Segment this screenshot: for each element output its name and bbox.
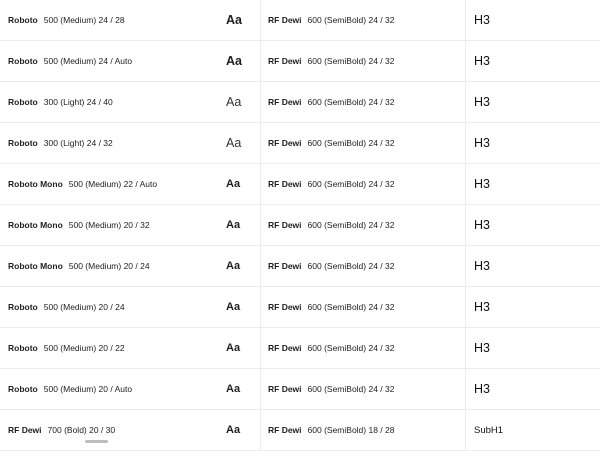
horizontal-scrollbar[interactable] [85, 440, 108, 443]
target-font-family: RF Dewi [268, 138, 302, 148]
table-row[interactable] [0, 205, 600, 246]
token-name: H3 [474, 218, 490, 232]
source-style-cell [8, 246, 150, 286]
token-name: H3 [474, 13, 490, 27]
font-preview: Aa [226, 136, 242, 150]
target-style-cell [268, 205, 394, 245]
source-style-cell [8, 369, 132, 409]
source-font-spec: 500 (Medium) 20 / 32 [68, 220, 150, 230]
target-style-cell [268, 328, 394, 368]
source-font-family: Roboto Mono [8, 179, 63, 189]
source-font-family: Roboto [8, 56, 38, 66]
token-name: H3 [474, 54, 490, 68]
target-font-spec: 600 (SemiBold) 24 / 32 [307, 261, 395, 271]
font-preview: Aa [226, 95, 242, 109]
target-font-family: RF Dewi [268, 97, 302, 107]
source-font-family: Roboto [8, 302, 38, 312]
table-row[interactable] [0, 82, 600, 123]
table-row[interactable] [0, 123, 600, 164]
token-name: H3 [474, 382, 490, 396]
target-style-cell [268, 410, 394, 450]
target-font-family: RF Dewi [268, 179, 302, 189]
token-name: H3 [474, 341, 490, 355]
target-font-family: RF Dewi [268, 220, 302, 230]
font-preview: Aa [226, 219, 241, 231]
source-style-cell [8, 410, 115, 450]
source-font-spec: 500 (Medium) 24 / 28 [43, 15, 125, 25]
source-font-spec: 500 (Medium) 20 / 22 [43, 343, 125, 353]
target-style-cell [268, 123, 394, 163]
source-style-cell [8, 41, 132, 81]
font-preview: Aa [226, 383, 241, 395]
source-font-family: Roboto [8, 138, 38, 148]
target-font-family: RF Dewi [268, 15, 302, 25]
target-font-family: RF Dewi [268, 425, 302, 435]
target-font-spec: 600 (SemiBold) 24 / 32 [307, 302, 395, 312]
target-font-spec: 600 (SemiBold) 24 / 32 [307, 97, 395, 107]
source-font-family: Roboto [8, 343, 38, 353]
source-font-spec: 500 (Medium) 20 / Auto [43, 384, 133, 394]
target-style-cell [268, 41, 394, 81]
token-name: H3 [474, 95, 490, 109]
table-row[interactable] [0, 328, 600, 369]
font-preview: Aa [226, 13, 242, 27]
font-preview: Aa [226, 260, 241, 272]
table-row[interactable] [0, 41, 600, 82]
target-font-spec: 600 (SemiBold) 24 / 32 [307, 384, 395, 394]
font-preview: Aa [226, 342, 241, 354]
target-style-cell [268, 287, 394, 327]
source-font-family: Roboto [8, 97, 38, 107]
source-font-spec: 500 (Medium) 20 / 24 [43, 302, 125, 312]
font-preview: Aa [226, 424, 241, 436]
table-row[interactable] [0, 246, 600, 287]
source-style-cell [8, 164, 157, 204]
source-font-family: Roboto Mono [8, 220, 63, 230]
target-font-family: RF Dewi [268, 343, 302, 353]
token-name: H3 [474, 177, 490, 191]
target-font-spec: 600 (SemiBold) 24 / 32 [307, 15, 395, 25]
source-font-family: RF Dewi [8, 425, 42, 435]
token-name: H3 [474, 300, 490, 314]
source-style-cell [8, 123, 113, 163]
source-font-family: Roboto Mono [8, 261, 63, 271]
source-font-spec: 500 (Medium) 24 / Auto [43, 56, 133, 66]
target-style-cell [268, 82, 394, 122]
target-font-spec: 600 (SemiBold) 24 / 32 [307, 343, 395, 353]
target-font-spec: 600 (SemiBold) 24 / 32 [307, 56, 395, 66]
token-name: H3 [474, 136, 490, 150]
source-font-spec: 300 (Light) 24 / 32 [43, 138, 113, 148]
table-row[interactable] [0, 410, 600, 451]
source-font-spec: 300 (Light) 24 / 40 [43, 97, 113, 107]
table-row[interactable] [0, 164, 600, 205]
font-preview: Aa [226, 54, 242, 68]
target-font-spec: 600 (SemiBold) 24 / 32 [307, 220, 395, 230]
token-name: H3 [474, 259, 490, 273]
source-font-family: Roboto [8, 384, 38, 394]
target-style-cell [268, 369, 394, 409]
table-row[interactable] [0, 287, 600, 328]
source-style-cell [8, 287, 125, 327]
target-font-family: RF Dewi [268, 384, 302, 394]
target-font-family: RF Dewi [268, 302, 302, 312]
font-preview: Aa [226, 178, 241, 190]
target-style-cell [268, 0, 394, 40]
token-name: SubH1 [474, 424, 504, 436]
source-font-spec: 700 (Bold) 20 / 30 [47, 425, 116, 435]
target-font-spec: 600 (SemiBold) 24 / 32 [307, 179, 395, 189]
source-font-spec: 500 (Medium) 20 / 24 [68, 261, 150, 271]
table-row[interactable] [0, 369, 600, 410]
target-style-cell [268, 164, 394, 204]
source-style-cell [8, 82, 113, 122]
source-style-cell [8, 0, 125, 40]
target-style-cell [268, 246, 394, 286]
target-font-spec: 600 (SemiBold) 24 / 32 [307, 138, 395, 148]
source-font-family: Roboto [8, 15, 38, 25]
table-row[interactable] [0, 0, 600, 41]
source-style-cell [8, 205, 150, 245]
target-font-family: RF Dewi [268, 261, 302, 271]
source-style-cell [8, 328, 125, 368]
target-font-family: RF Dewi [268, 56, 302, 66]
source-font-spec: 500 (Medium) 22 / Auto [68, 179, 158, 189]
target-font-spec: 600 (SemiBold) 18 / 28 [307, 425, 395, 435]
font-preview: Aa [226, 301, 241, 313]
